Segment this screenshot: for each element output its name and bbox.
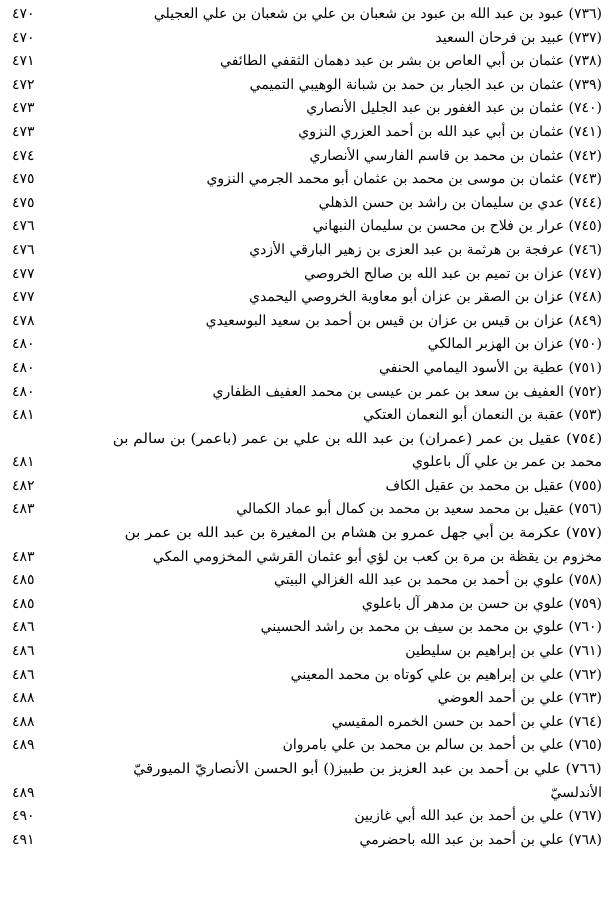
index-entry: [12, 192, 602, 216]
index-entry: [12, 805, 602, 829]
index-entry: [12, 593, 602, 617]
entry-name: (٧٣٩) عثمان بن عبد الجبار بن حمد بن شبانة الوهيبي التميمي: [249, 76, 602, 93]
page-number: ٤٨٩: [12, 737, 35, 754]
entry-name: (٧٥٨) علوي بن أحمد بن محمد بن عبد الله الغزالي البيتي: [274, 572, 602, 589]
index-entry: [12, 121, 602, 145]
entry-name: (٧٦٥) علي بن أحمد بن سالم بن محمد بن علي بامروان: [282, 737, 602, 754]
entry-name: (٧٤٨) عزان بن الصقر بن عزان أبو معاوية الخروصي اليحمدي: [248, 289, 602, 306]
page-number: ٤٨٩: [12, 784, 35, 801]
page-number: ٤٨٦: [12, 619, 35, 636]
index-entry: [12, 50, 602, 74]
page-number: ٤٧٣: [12, 100, 35, 117]
page-number: ٤٨٠: [12, 336, 35, 353]
entry-name: (٧٣٧) عبيد بن فرحان السعيد: [435, 29, 602, 46]
page-number: ٤٧٨: [12, 312, 35, 329]
entry-name: (٧٥١) عطية بن الأسود اليمامي الحنفي: [378, 359, 602, 376]
index-entry: [12, 97, 602, 121]
entry-name: (٧٥٢) العفيف بن سعد بن عمر بن عيسى بن محمد العفيف الظفاري: [212, 383, 602, 400]
index-entry: [12, 498, 602, 522]
entry-name: (٧٤٤) عدي بن سليمان بن راشد بن حسن الذهلي: [318, 194, 602, 211]
index-entry-continuation: [12, 782, 602, 806]
page-number: ٤٧٧: [12, 289, 35, 306]
entry-name: (٧٦٢) علي بن إبراهيم بن علي كوتاه بن محمد المعيني: [290, 666, 602, 683]
index-entry: [12, 239, 602, 263]
page-number: ٤٨٠: [12, 359, 35, 376]
index-entry: [12, 168, 602, 192]
index-entry: [12, 616, 602, 640]
index-entry: [12, 404, 602, 428]
index-entry: [12, 758, 602, 782]
page-number: ٤٧٠: [12, 6, 35, 22]
index-entry-continuation: [12, 451, 602, 475]
entry-name: (٧٣٨) عثمان بن أبي العاص بن بشر بن عبد دهمان الثقفي الطائفي: [220, 53, 602, 70]
entry-name: (٧٥٥) عقيل بن محمد بن عقيل الكاف: [385, 477, 602, 494]
table-of-contents: [12, 3, 602, 852]
page-number: ٤٧٥: [12, 194, 35, 211]
entry-name: (٧٤٢) عثمان بن محمد بن قاسم الفارسي الأنصاري: [309, 147, 602, 164]
entry-name: (٧٤٥) عرار بن فلاح بن محسن بن سليمان النبهاني: [312, 218, 602, 235]
entry-name: (٧٣٦) عبود بن عبد الله بن عبود بن شعبان بن علي بن شعبان بن علي العجيلي: [153, 6, 602, 22]
page-number: ٤٧٤: [12, 147, 35, 164]
page-number: ٤٨٢: [12, 477, 35, 494]
index-entry: [12, 734, 602, 758]
entry-name: (٨٤٩) عزان بن قيس بن عزان بن قيس بن أحمد بن سعيد البوسعيدي: [205, 312, 602, 329]
page-number: ٤٨٦: [12, 643, 35, 660]
page-number: ٤٩١: [12, 831, 35, 848]
entry-name: (٧٥٩) علوي بن حسن بن مدهر آل باعلوي: [361, 595, 602, 612]
entry-name: (٧٥٣) عقبة بن النعمان أبو النعمان العتكي: [362, 407, 602, 424]
entry-name: (٧٦٠) علوي بن محمد بن سيف بن محمد بن راشد الحسيني: [260, 619, 602, 636]
page-number: ٤٨١: [12, 407, 35, 424]
entry-name: (٧٦٨) علي بن أحمد بن عبد الله باحضرمي: [359, 831, 602, 848]
page-number: ٤٧٦: [12, 218, 35, 235]
page-number: ٤٨٨: [12, 690, 35, 707]
index-entry: [12, 522, 602, 546]
entry-name: (٧٥٧) عكرمة بن أبي جهل عمرو بن هشام بن المغيرة بن عبد الله بن عمر بن: [124, 525, 602, 542]
page-number: ٤٧١: [12, 53, 35, 70]
entry-name: (٧٥٦) عقيل بن محمد سعيد بن محمد بن كمال أبو عماد الكمالي: [236, 501, 602, 518]
index-entry: [12, 664, 602, 688]
page-number: ٤٧٣: [12, 123, 35, 140]
index-entry: [12, 381, 602, 405]
entry-name: (٧٤١) عثمان بن أبي عبد الله بن أحمد العزري النزوي: [298, 123, 602, 140]
index-entry: [12, 310, 602, 334]
entry-name: الأندلسيّ: [550, 784, 602, 801]
index-entry: [12, 475, 602, 499]
entry-name: (٧٦٦) علي بن أحمد بن عبد العزيز بن طبيز() أبو الحسن الأنصاريّ الميورقيّ: [133, 761, 602, 777]
index-entry: [12, 286, 602, 310]
entry-name: (٧٤٣) عثمان بن موسى بن محمد بن عثمان أبو محمد الجرمي النزوي: [206, 171, 602, 188]
index-entry: [12, 357, 602, 381]
page-number: ٤٧٢: [12, 76, 35, 93]
page-number: ٤٧٦: [12, 241, 35, 258]
index-entry: [12, 215, 602, 239]
index-entry: [12, 27, 602, 51]
page-number: ٤٨٣: [12, 501, 35, 518]
page-number: ٤٨٥: [12, 572, 35, 589]
entry-name: (٧٤٧) عزان بن تميم بن عبد الله بن صالح الخروصي: [304, 265, 602, 282]
page-number: ٤٨٨: [12, 713, 35, 730]
index-entry: [12, 333, 602, 357]
entry-name: (٧٤٠) عثمان بن عبد الغفور بن عبد الجليل الأنصاري: [306, 100, 602, 117]
index-entry: [12, 3, 602, 27]
page-number: ٤٨٠: [12, 383, 35, 400]
page-number: ٤٧٥: [12, 171, 35, 188]
index-entry: [12, 74, 602, 98]
index-entry: [12, 145, 602, 169]
page-number: ٤٧٧: [12, 265, 35, 282]
entry-name: (٧٦١) علي بن إبراهيم بن سليطين: [405, 643, 602, 660]
index-entry: [12, 263, 602, 287]
index-entry: [12, 640, 602, 664]
entry-name: (٧٦٣) علي بن أحمد العوضي: [437, 690, 602, 707]
index-entry: [12, 829, 602, 853]
index-entry-continuation: [12, 546, 602, 570]
index-entry: [12, 687, 602, 711]
entry-name: (٧٥٠) عزان بن الهزبر المالكي: [427, 336, 602, 353]
page-number: ٤٧٠: [12, 29, 35, 46]
index-entry: [12, 711, 602, 735]
page-number: ٤٨٦: [12, 666, 35, 683]
entry-name: مخزوم بن يقظة بن مرة بن كعب بن لؤي أبو عثمان القرشي المخزومي المكي: [152, 548, 602, 565]
page-number: ٤٨١: [12, 454, 35, 471]
page-number: ٤٩٠: [12, 808, 35, 825]
entry-name: (٧٥٤) عقيل بن عمر (عمران) بن عبد الله بن علي بن عمر (باعمر) بن سالم بن: [112, 430, 602, 447]
entry-name: محمد بن عمر بن علي آل باعلوي: [411, 454, 602, 471]
entry-name: (٧٦٤) علي بن أحمد بن حسن الخمره المقيسي: [331, 713, 602, 730]
entry-name: (٧٤٦) عرفجة بن هرثمة بن عبد العزى بن زهير البارقي الأزدي: [249, 241, 602, 258]
page-number: ٤٨٥: [12, 595, 35, 612]
index-entry: [12, 569, 602, 593]
index-entry: [12, 428, 602, 452]
page-number: ٤٨٣: [12, 548, 35, 565]
entry-name: (٧٦٧) علي بن أحمد بن عبد الله أبي غازيين: [354, 808, 602, 825]
